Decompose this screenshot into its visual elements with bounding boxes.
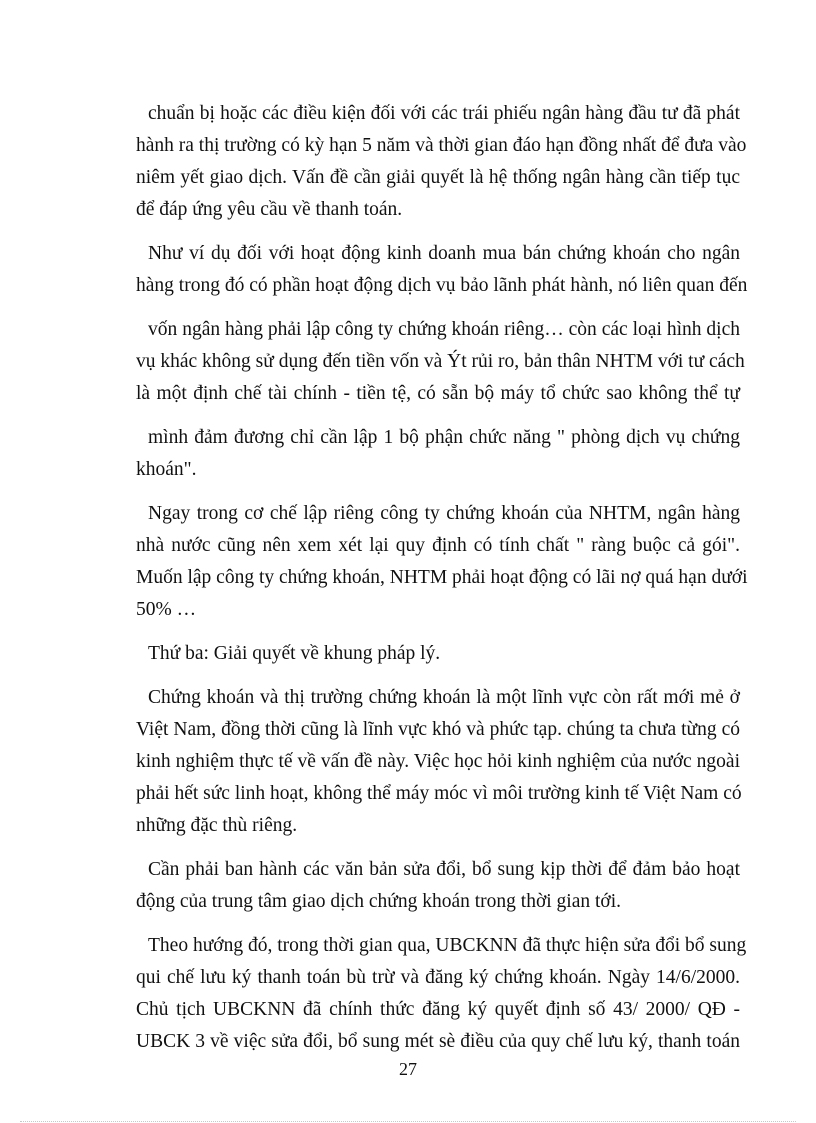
text-line: UBCK 3 về việc sửa đổi, bổ sung mét sè điều của quy chế lưu ký, thanh toán [136,1031,740,1052]
page-bottom-dotted-rule [20,1121,796,1122]
text-line: qui chế lưu ký thanh toán bù trừ và đăng ký chứng khoán. Ngày 14/6/2000. [136,967,740,988]
text-line: là một định chế tài chính - tiền tệ, có sẵn bộ máy tổ chức sao không thể tự [136,383,740,404]
text-line: vốn ngân hàng phải lập công ty chứng khoán riêng… còn các loại hình dịch [148,319,740,340]
paragraph [136,682,740,842]
body-text [136,98,748,1070]
text-line: chuẩn bị hoặc các điều kiện đối với các trái phiếu ngân hàng đầu tư đã phát [148,103,740,124]
paragraph [136,638,740,670]
paragraph [136,238,748,302]
paragraph [136,930,747,1058]
text-line: nhà nước cũng nên xem xét lại quy định có tính chất " ràng buộc cả gói". [136,535,740,556]
text-line: mình đảm đương chỉ cần lập 1 bộ phận chức năng " phòng dịch vụ chứng [148,427,740,448]
text-line: Như ví dụ đối với hoạt động kinh doanh mua bán chứng khoán cho ngân [148,243,740,264]
text-line: kinh nghiệm thực tế về vấn đề này. Việc học hỏi kinh nghiệm của nước ngoài [136,751,740,772]
text-line: Thứ ba: Giải quyết về khung pháp lý. [148,643,441,664]
text-line: những đặc thù riêng. [136,815,298,836]
text-line: hàng trong đó có phần hoạt động dịch vụ bảo lãnh phát hành, nó liên quan đến [136,275,748,296]
paragraph [136,98,747,226]
paragraph [136,854,740,918]
text-line: để đáp ứng yêu cầu về thanh toán. [136,199,403,220]
text-line: phải hết sức linh hoạt, không thể máy móc vì môi trường kinh tế Việt Nam có [136,783,742,804]
text-line: động của trung tâm giao dịch chứng khoán trong thời gian tới. [136,891,622,912]
text-line: Muốn lập công ty chứng khoán, NHTM phải hoạt động có lãi nợ quá hạn dưới [136,567,748,588]
paragraph [136,498,748,626]
page-number: 27 [399,1059,417,1079]
text-line: khoán". [136,459,197,480]
text-line: Chứng khoán và thị trường chứng khoán là một lĩnh vực còn rất mới mẻ ở [148,687,740,708]
text-line: niêm yết giao dịch. Vấn đề cần giải quyết là hệ thống ngân hàng cần tiếp tục [136,167,740,188]
text-line: Theo hướng đó, trong thời gian qua, UBCKNN đã thực hiện sửa đổi bổ sung [148,935,747,956]
text-line: 50% … [136,599,197,620]
text-line: Việt Nam, đồng thời cũng là lĩnh vực khó và phức tạp. chúng ta chưa từng có [136,719,740,740]
text-line: Cần phải ban hành các văn bản sửa đổi, bổ sung kịp thời để đảm bảo hoạt [148,859,740,880]
text-line: vụ khác không sử dụng đến tiền vốn và Ýt rủi ro, bản thân NHTM với tư cách [136,351,745,372]
paragraph [136,314,745,410]
text-line: hành ra thị trường có kỳ hạn 5 năm và thời gian đáo hạn đồng nhất để đưa vào [136,135,747,156]
text-line: Ngay trong cơ chế lập riêng công ty chứng khoán của NHTM, ngân hàng [148,503,740,524]
paragraph [136,422,740,486]
text-line: Chủ tịch UBCKNN đã chính thức đăng ký quyết định số 43/ 2000/ QĐ - [136,999,740,1020]
